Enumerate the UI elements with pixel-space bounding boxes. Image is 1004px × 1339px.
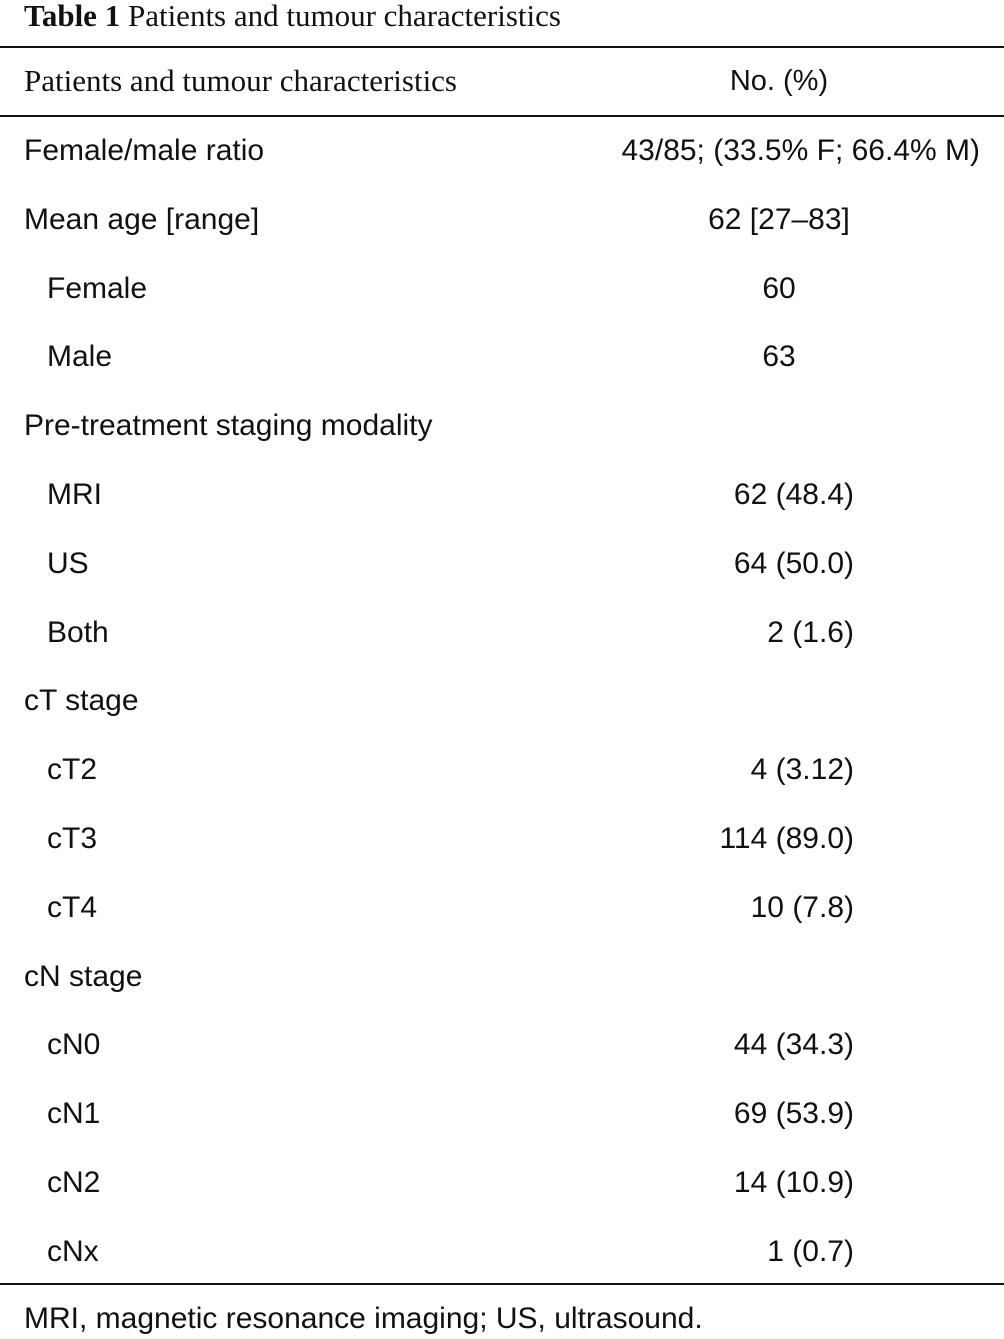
row-section-label: cT stage: [24, 684, 139, 718]
row-value: 62 [27–83]: [708, 202, 850, 236]
header-count-percent: No. (%): [729, 65, 829, 97]
row-value: 2 (1.6): [767, 615, 854, 649]
table-row: [0, 530, 1004, 599]
table-row: [0, 1011, 1004, 1080]
row-label: cNx: [47, 1234, 99, 1268]
row-value: 10 (7.8): [750, 890, 854, 924]
table-row: [0, 736, 1004, 805]
row-value: 64 (50.0): [733, 546, 854, 580]
row-label: cN2: [47, 1165, 101, 1199]
row-label: cT3: [47, 821, 98, 855]
row-value: [560, 667, 854, 736]
row-label: Female: [47, 271, 148, 305]
row-label: Male: [47, 340, 113, 374]
table-row: [0, 255, 1004, 324]
table-row: [0, 392, 1004, 461]
row-label: Mean age [range]: [24, 202, 260, 236]
row-value: 60: [762, 271, 796, 305]
row-value: 63: [762, 340, 796, 374]
row-label: cT4: [47, 890, 98, 924]
row-value: [560, 943, 854, 1012]
row-label: cN0: [47, 1028, 101, 1062]
table-row: [0, 943, 1004, 1012]
table-caption-label: Table 1: [24, 0, 121, 33]
row-value: 62 (48.4): [733, 477, 854, 511]
table-row: [0, 599, 1004, 668]
row-value: 14 (10.9): [733, 1165, 854, 1199]
table-row: [0, 667, 1004, 736]
table-body: [0, 117, 1004, 1287]
row-label: Both: [47, 615, 109, 649]
row-value: 114 (89.0): [719, 821, 854, 855]
table-row: [0, 117, 1004, 186]
table-bottom-rule: [0, 1283, 1004, 1285]
table-header-row: [0, 47, 1004, 115]
header-characteristics: Patients and tumour characteristics: [24, 63, 458, 98]
table-row: [0, 186, 1004, 255]
row-label: cN1: [47, 1097, 101, 1131]
table-caption-text: Patients and tumour characteristics: [127, 0, 561, 33]
table-row: [0, 1218, 1004, 1287]
table-caption: [24, 0, 561, 36]
row-value: 4 (3.12): [750, 753, 854, 787]
row-value: 69 (53.9): [733, 1097, 854, 1131]
row-value: 1 (0.7): [767, 1234, 854, 1268]
row-section-label: cN stage: [24, 959, 143, 993]
row-label: MRI: [47, 477, 102, 511]
row-value: 43/85; (33.5% F; 66.4% M): [621, 134, 980, 167]
row-label: cT2: [47, 753, 98, 787]
row-section-label: Pre-treatment staging modality: [24, 409, 433, 443]
table-row: [0, 323, 1004, 392]
row-label: US: [47, 546, 89, 580]
table-row: [0, 874, 1004, 943]
row-label: Female/male ratio: [24, 134, 265, 167]
row-value: [560, 392, 854, 461]
table-row: [0, 461, 1004, 530]
table-row: [0, 805, 1004, 874]
table-row: [0, 1149, 1004, 1218]
table-row: [0, 1080, 1004, 1149]
table-footnote: MRI, magnetic resonance imaging; US, ultrasound.: [24, 1302, 703, 1335]
row-value: 44 (34.3): [733, 1028, 854, 1062]
